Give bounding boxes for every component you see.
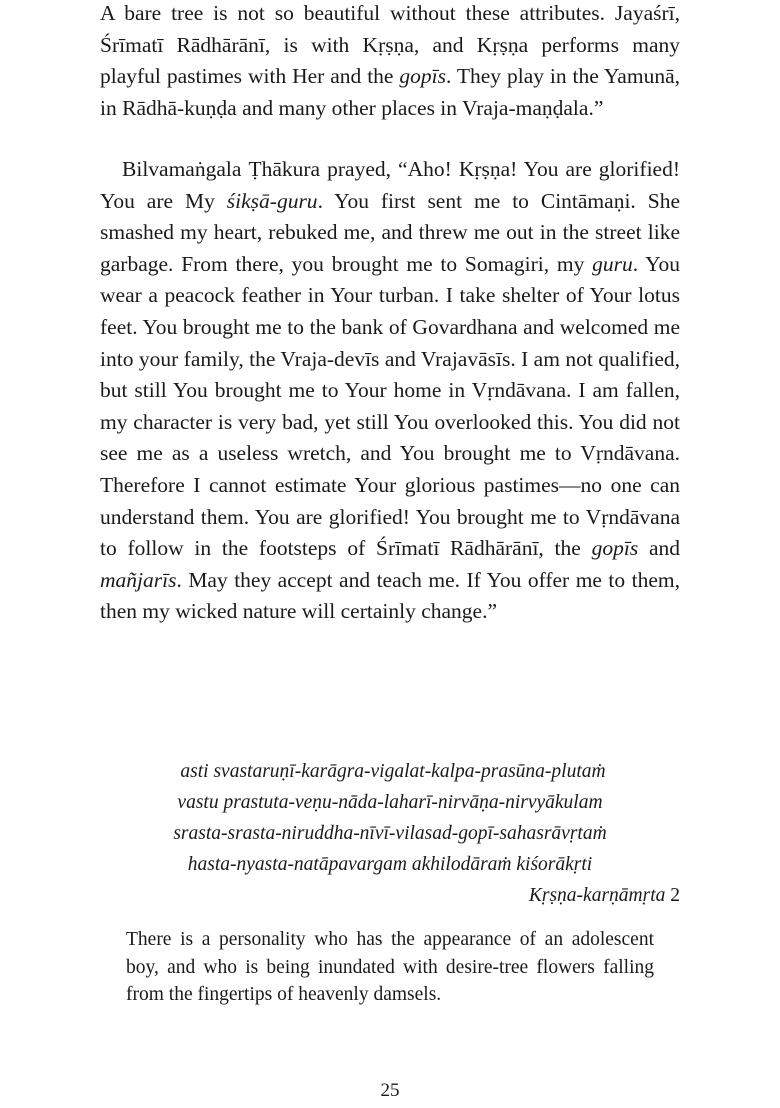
verse-line: vastu prastuta-veṇu-nāda-laharī-nirvāṇa-nirvyākulam bbox=[177, 792, 603, 813]
verse-source-number: 2 bbox=[670, 885, 680, 906]
italic-term: śikṣā-guru bbox=[226, 188, 318, 213]
sanskrit-verse bbox=[100, 756, 680, 911]
body-paragraph-2: Bilvamaṅgala Ṭhākura prayed, “Aho! Kṛṣṇa! You are glorified! You are My śikṣā-guru. You first sent me to Cintāmaṇi. She smashed my heart, rebuked me, and threw me out in the street like garbage. From there, you brought me to Somagiri, my guru. You wear a peacock feather in Your turban. I take shelter of Your lotus feet. You brought me to the bank of Govardhana and welcomed me into your family, the Vraja-devīs and Vrajavāsīs. I am not qualified, but still You brought me to Your home in Vṛndāvana. I am fallen, my character is very bad, yet still You overlooked this. You did not see me as a useless wretch, and You brought me to Vṛndāvana. Therefore I cannot estimate Your glorious pastimes—no one can understand them. You are glorified! You brought me to Vṛndāvana to follow in the footsteps of Śrīmatī Rādhārānī, the gopīs and mañjarīs. May they accept and teach me. If You offer me to them, then my wicked nature will certainly change.” bbox=[100, 157, 680, 624]
body-paragraph-1: A bare tree is not so beautiful without these attributes. Jayaśrī, Śrīmatī Rādhārānī, is with Kṛṣṇa, and Kṛṣṇa performs many playful pastimes with Her and the gopīs. They play in the Yamunā, in Rādhā-kuṇḍa and many other places in Vraja-maṇḍala.” bbox=[100, 1, 680, 120]
verse-source-title: Kṛṣṇa-karṇāmṛta bbox=[528, 885, 666, 906]
verse-line: srasta-srasta-niruddha-nīvī-vilasad-gopī-sahasrāvṛtaṁ bbox=[173, 823, 607, 844]
italic-term: gopīs bbox=[591, 536, 639, 561]
verse-line: asti svastaruṇī-karāgra-vigalat-kalpa-prasūna-plutaṁ bbox=[180, 761, 606, 782]
verse-translation: There is a personality who has the appearance of an adolescent boy, and who is being inundated with desire-tree flowers falling from the fingertips of heavenly damsels. bbox=[126, 929, 654, 1005]
verse-line: hasta-nyasta-natāpavargam akhilodāraṁ kiśorākṛti bbox=[187, 854, 593, 875]
verse-source bbox=[100, 880, 680, 911]
italic-term: guru bbox=[592, 251, 633, 276]
page-number: 25 bbox=[380, 1080, 400, 1101]
italic-term: gopīs bbox=[399, 64, 446, 89]
italic-term: mañjarīs bbox=[100, 567, 177, 592]
